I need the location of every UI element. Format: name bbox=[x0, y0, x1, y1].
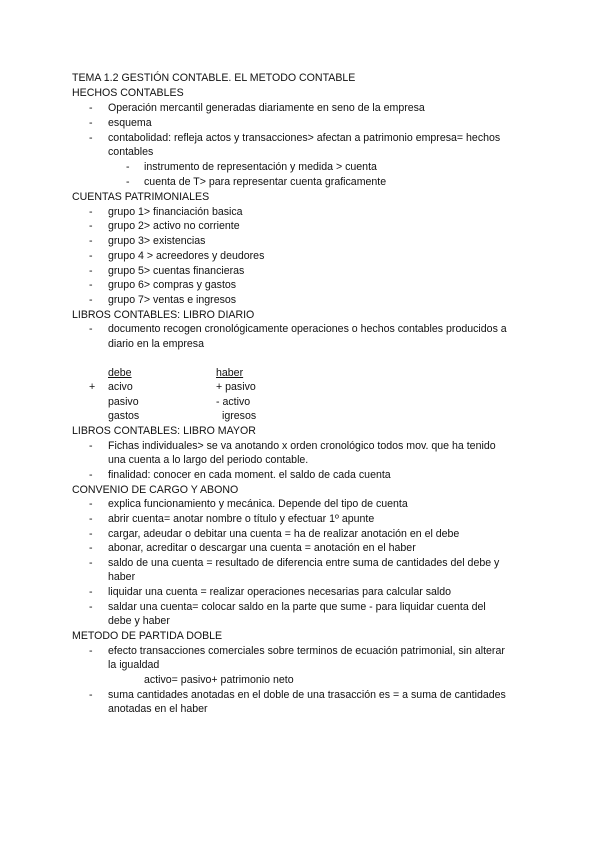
bullet-marker: - bbox=[89, 250, 93, 262]
bullet-marker: - bbox=[89, 542, 93, 554]
debe-column-header: debe bbox=[108, 367, 132, 379]
haber-cell: - activo bbox=[216, 396, 251, 408]
bullet-marker: - bbox=[89, 279, 93, 291]
equation-line: activo= pasivo+ patrimonio neto bbox=[144, 674, 294, 686]
list-item: Fichas individuales> se va anotando x orden cronológico todos mov. que ha tenido bbox=[108, 440, 496, 452]
bullet-marker: - bbox=[89, 102, 93, 114]
list-item: grupo 1> financiación basica bbox=[108, 206, 243, 218]
list-item: grupo 4 > acreedores y deudores bbox=[108, 250, 265, 262]
list-item-continuation: la igualdad bbox=[108, 659, 160, 671]
bullet-marker: - bbox=[89, 469, 93, 481]
bullet-marker: - bbox=[89, 294, 93, 306]
bullet-marker: - bbox=[89, 689, 93, 701]
list-item: abrir cuenta= anotar nombre o título y efectuar 1º apunte bbox=[108, 513, 375, 525]
section-heading-mayor: LIBROS CONTABLES: LIBRO MAYOR bbox=[72, 425, 256, 437]
document-title: TEMA 1.2 GESTIÓN CONTABLE. EL METODO CONTABLE bbox=[72, 72, 356, 84]
bullet-marker: - bbox=[89, 586, 93, 598]
bullet-marker: - bbox=[89, 220, 93, 232]
list-item: finalidad: conocer en cada moment. el saldo de cada cuenta bbox=[108, 469, 391, 481]
list-item: saldo de una cuenta = resultado de diferencia entre suma de cantidades del debe y bbox=[108, 557, 500, 569]
list-item: grupo 6> compras y gastos bbox=[108, 279, 237, 291]
sub-list-item: instrumento de representación y medida > cuenta bbox=[144, 161, 377, 173]
bullet-marker: - bbox=[89, 513, 93, 525]
sub-list-item: cuenta de T> para representar cuenta graficamente bbox=[144, 176, 387, 188]
list-item-continuation: diario en la empresa bbox=[108, 338, 204, 350]
section-heading-hechos: HECHOS CONTABLES bbox=[72, 87, 184, 99]
list-item-continuation: haber bbox=[108, 571, 136, 583]
list-item: documento recogen cronológicamente operaciones o hechos contables producidos a bbox=[108, 323, 507, 335]
list-item: contabolidad: refleja actos y transacciones> afectan a patrimonio empresa= hechos bbox=[108, 132, 501, 144]
plus-sign: + bbox=[89, 381, 96, 393]
list-item-continuation: una cuenta a lo largo del periodo contable. bbox=[108, 454, 309, 466]
bullet-marker: - bbox=[89, 265, 93, 277]
bullet-marker: - bbox=[89, 323, 93, 335]
list-item: esquema bbox=[108, 117, 152, 129]
section-heading-partida: METODO DE PARTIDA DOBLE bbox=[72, 630, 223, 642]
bullet-marker: - bbox=[89, 206, 93, 218]
list-item: Operación mercantil generadas diariamente en seno de la empresa bbox=[108, 102, 425, 114]
section-heading-convenio: CONVENIO DE CARGO Y ABONO bbox=[72, 484, 239, 496]
list-item: explica funcionamiento y mecánica. Depende del tipo de cuenta bbox=[108, 498, 408, 510]
section-heading-diario: LIBROS CONTABLES: LIBRO DIARIO bbox=[72, 309, 255, 321]
section-heading-cuentas: CUENTAS PATRIMONIALES bbox=[72, 191, 210, 203]
debe-cell: acivo bbox=[108, 381, 133, 393]
haber-column-header: haber bbox=[216, 367, 244, 379]
list-item: efecto transacciones comerciales sobre terminos de ecuación patrimonial, sin alterar bbox=[108, 645, 505, 657]
list-item: saldar una cuenta= colocar saldo en la parte que sume - para liquidar cuenta del bbox=[108, 601, 486, 613]
list-item: grupo 7> ventas e ingresos bbox=[108, 294, 237, 306]
list-item: abonar, acreditar o descargar una cuenta = anotación en el haber bbox=[108, 542, 416, 554]
debe-cell: pasivo bbox=[108, 396, 139, 408]
bullet-marker: - bbox=[89, 557, 93, 569]
sub-bullet-marker: - bbox=[126, 176, 130, 188]
bullet-marker: - bbox=[89, 235, 93, 247]
haber-cell: + pasivo bbox=[216, 381, 256, 393]
list-item: grupo 5> cuentas financieras bbox=[108, 265, 245, 277]
list-item: grupo 2> activo no corriente bbox=[108, 220, 240, 232]
list-item-continuation: debe y haber bbox=[108, 615, 170, 627]
list-item-continuation: anotadas en el haber bbox=[108, 703, 208, 715]
bullet-marker: - bbox=[89, 601, 93, 613]
bullet-marker: - bbox=[89, 528, 93, 540]
list-item: liquidar una cuenta = realizar operaciones necesarias para calcular saldo bbox=[108, 586, 452, 598]
bullet-marker: - bbox=[89, 132, 93, 144]
list-item: grupo 3> existencias bbox=[108, 235, 206, 247]
haber-cell: igresos bbox=[222, 410, 257, 422]
sub-bullet-marker: - bbox=[126, 161, 130, 173]
list-item-continuation: contables bbox=[108, 146, 154, 158]
bullet-marker: - bbox=[89, 117, 93, 129]
list-item: cargar, adeudar o debitar una cuenta = ha de realizar anotación en el debe bbox=[108, 528, 460, 540]
debe-cell: gastos bbox=[108, 410, 140, 422]
bullet-marker: - bbox=[89, 440, 93, 452]
list-item: suma cantidades anotadas en el doble de una trasacción es = a suma de cantidades bbox=[108, 689, 506, 701]
bullet-marker: - bbox=[89, 645, 93, 657]
bullet-marker: - bbox=[89, 498, 93, 510]
